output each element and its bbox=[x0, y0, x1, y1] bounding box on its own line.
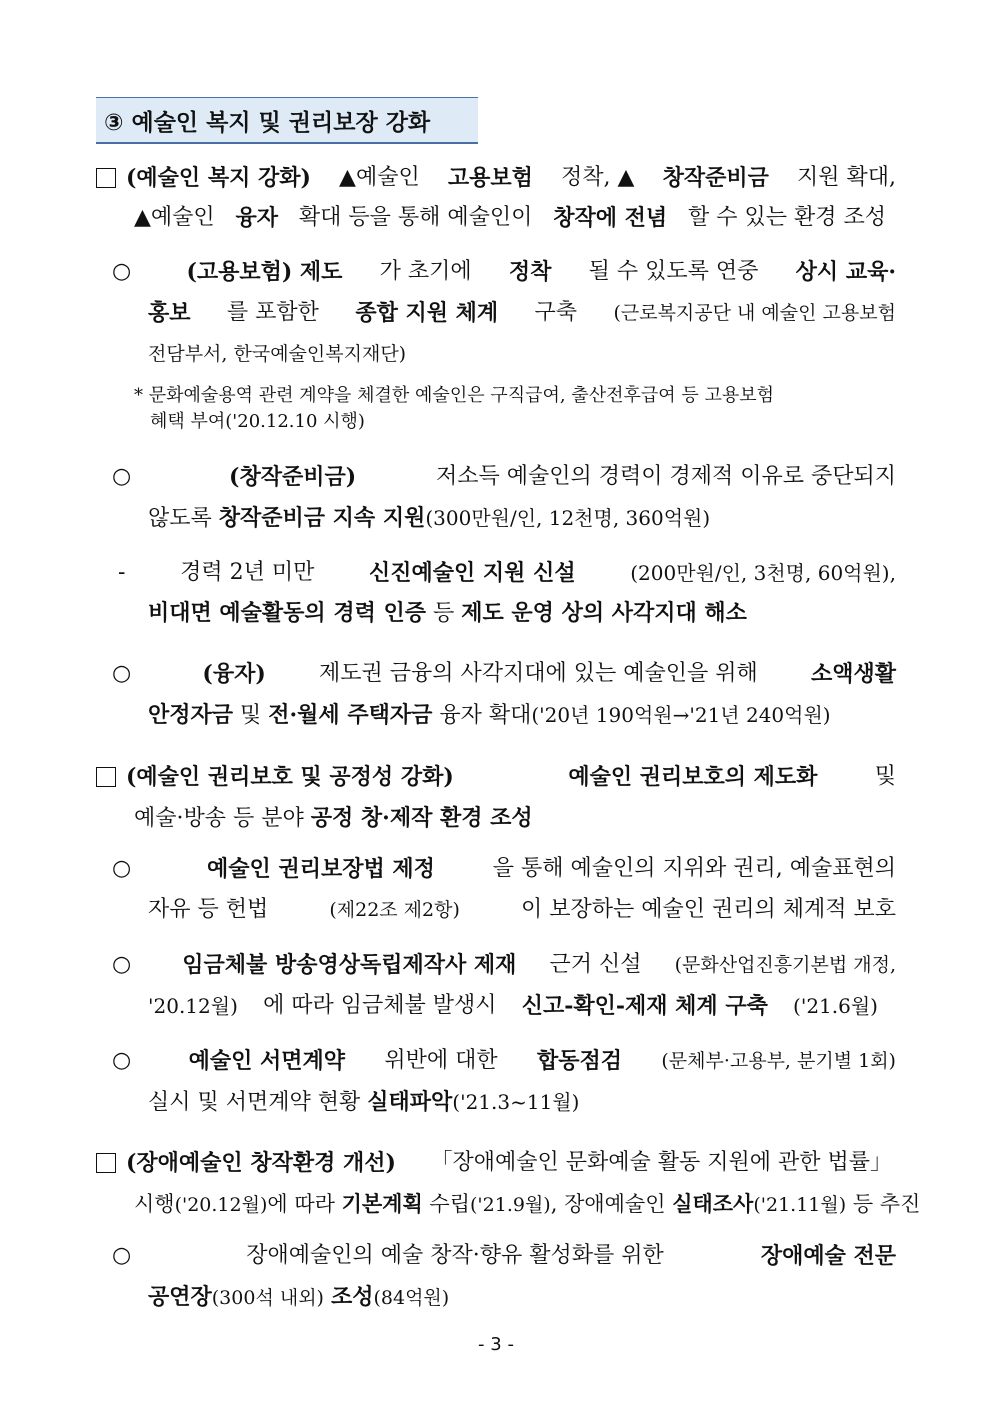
s1-c1-line2: 홍보 를 포함한 종합 지원 체계 구축 (근로복지공단 내 예술인 고용보험 bbox=[148, 300, 896, 326]
s2-c1-line1: ○ 예술인 권리보장법 제정 을 통해 예술인의 지위와 권리, 예술표현의 bbox=[112, 856, 896, 882]
s3-line2: 시행('20.12월)에 따라 기본계획 수립('21.9월), 장애예술인 실태조사('21.11월) 등 추진 bbox=[134, 1191, 921, 1216]
s2-line1: (예술인 권리보호 및 공정성 강화) 예술인 권리보호의 제도화 및 bbox=[96, 762, 896, 793]
section-header bbox=[96, 97, 478, 144]
s1-note-line2: 혜택 부여('20.12.10 시행) bbox=[150, 411, 365, 432]
s1-c1-line1: ○ (고용보험) 제도 가 초기에 정착 될 수 있도록 연중 상시 교육· bbox=[112, 259, 896, 285]
s2-c2-line1: ○ 임금체불 방송영상독립제작사 제재 근거 신설 (문화산업진흥기본법 개정, bbox=[112, 952, 896, 978]
s3-c1-line1: ○ 장애예술인의 예술 창작·향유 활성화를 위한 장애예술 전문 bbox=[112, 1243, 896, 1269]
s1-note-line1: * 문화예술용역 관련 계약을 체결한 예술인은 구직급여, 출산전후급여 등 고용보험 bbox=[134, 385, 775, 406]
page-number: - 3 - bbox=[478, 1334, 514, 1355]
s2-c1-line2: 자유 등 헌법 (제22조 제2항) 이 보장하는 예술인 권리의 체계적 보호 bbox=[148, 897, 896, 922]
s2-c2-line2: '20.12월) 에 따라 임금체불 발생시 신고-확인-제재 체계 구축 ('21.6월) bbox=[148, 993, 878, 1019]
s2-c3-line1: ○ 예술인 서면계약 위반에 대한 합동점검 (문체부·고용부, 분기별 1회) bbox=[112, 1048, 896, 1074]
s1-d1-line1: - 경력 2년 미만 신진예술인 지원 신설 (200만원/인, 3천명, 60억원), bbox=[118, 560, 896, 586]
s1-c1-line3: 전담부서, 한국예술인복지재단) bbox=[148, 343, 407, 365]
s3-c1-line2: 공연장(300석 내외) 조성(84억원) bbox=[148, 1284, 450, 1310]
s1-line1: (예술인 복지 강화) ▲예술인 고용보험 정착, ▲ 창작준비금 지원 확대, bbox=[96, 163, 896, 194]
s1-d1-line2: 비대면 예술활동의 경력 인증 등 제도 운영 상의 사각지대 해소 bbox=[148, 600, 747, 626]
s1-c2-line2: 않도록 창작준비금 지속 지원(300만원/인, 12천명, 360억원) bbox=[148, 505, 711, 531]
s2-line2: 예술·방송 등 분야 공정 창·제작 환경 조성 bbox=[134, 805, 533, 831]
checkbox-square-icon bbox=[96, 1153, 116, 1173]
checkbox-square-icon bbox=[96, 767, 116, 787]
s1-c3-line1: ○ (융자) 제도권 금융의 사각지대에 있는 예술인을 위해 소액생활 bbox=[112, 661, 896, 687]
s1-c2-line1: ○ (창작준비금) 저소득 예술인의 경력이 경제적 이유로 중단되지 bbox=[112, 464, 896, 490]
s1-c3-line2: 안정자금 및 전·월세 주택자금 융자 확대('20년 190억원→'21년 240억원) bbox=[148, 702, 831, 728]
s2-c3-line2: 실시 및 서면계약 현황 실태파악('21.3~11월) bbox=[148, 1089, 580, 1115]
s3-line1: (장애예술인 창작환경 개선) 「장애예술인 문화예술 활동 지원에 관한 법률」 bbox=[96, 1148, 892, 1179]
s1-line2: ▲예술인 융자 확대 등을 통해 예술인이 창작에 전념 할 수 있는 환경 조성 bbox=[134, 205, 886, 231]
section-title: ③ 예술인 복지 및 권리보장 강화 bbox=[104, 110, 431, 136]
checkbox-square-icon bbox=[96, 168, 116, 188]
